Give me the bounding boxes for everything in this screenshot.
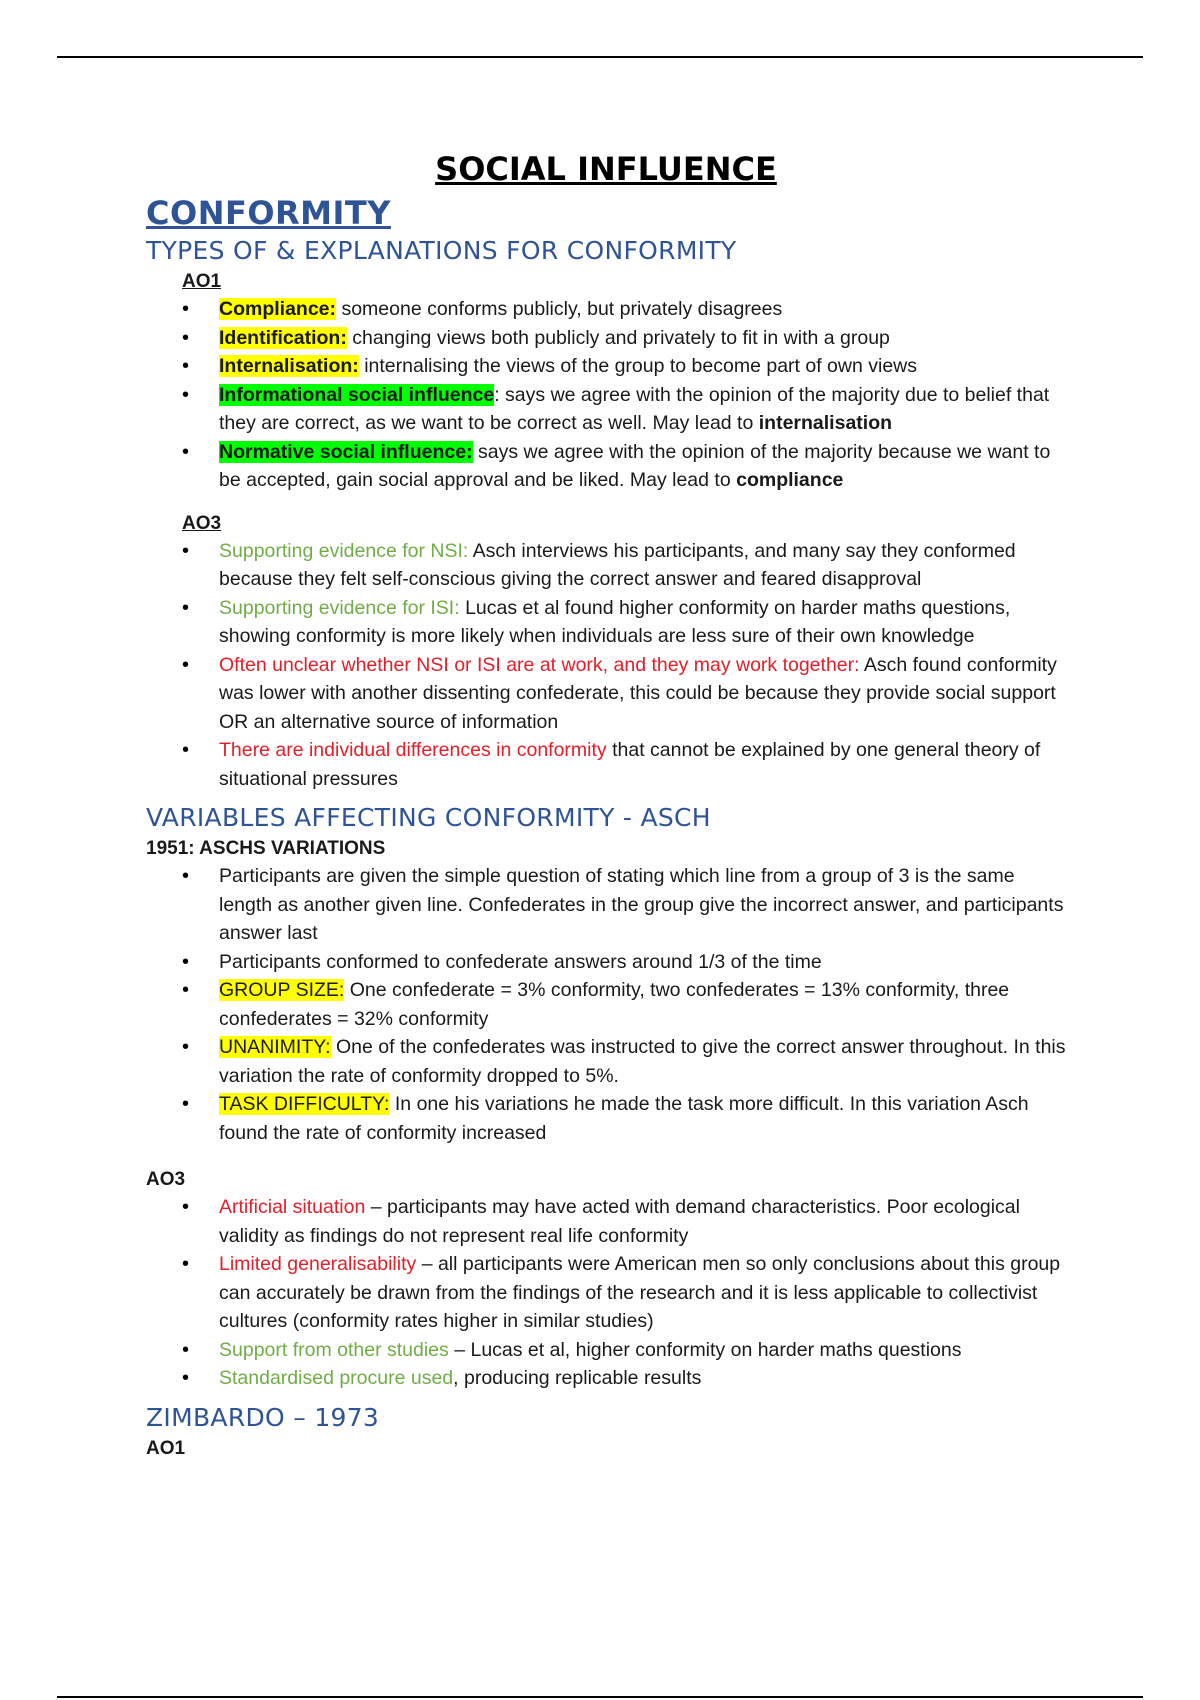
asch-ao3-label: AO3 — [146, 1169, 186, 1190]
asch-list — [182, 862, 1066, 1147]
list-item: • Participants are given the simple question of stating which line from a group of 3 is the same length as another given line. Confederates in the group give the incorrect answer, and participants answer last — [182, 862, 1066, 948]
section-zimbardo: ZIMBARDO – 1973 — [146, 1402, 380, 1432]
list-item: • Artificial situation – participants may have acted with demand characteristics. Poor ecological validity as findings do not represent real life conformity — [182, 1193, 1066, 1250]
ao3-label: AO3 — [182, 512, 222, 534]
ao3-list — [182, 537, 1066, 794]
heading-conformity: CONFORMITY — [146, 194, 391, 232]
list-item: • Participants conformed to confederate answers around 1/3 of the time — [182, 948, 1066, 977]
list-item: • Identification: changing views both publicly and privately to fit in with a group — [182, 324, 1066, 353]
asch-ao3-list — [182, 1193, 1066, 1393]
list-item: • Compliance: someone conforms publicly, but privately disagrees — [182, 295, 1066, 324]
list-item: • Support from other studies – Lucas et al, higher conformity on harder maths questions — [182, 1336, 1066, 1365]
zimbardo-ao1-label: AO1 — [146, 1437, 186, 1459]
document-title: SOCIAL INFLUENCE — [435, 150, 777, 188]
term-identification: Identification: — [219, 326, 347, 349]
term-isi: Informational social influence — [219, 383, 495, 406]
document-page — [146, 150, 1066, 1462]
list-item: • Supporting evidence for NSI: Asch interviews his participants, and many say they conformed because they felt self-conscious giving the correct answer and feared disapproval — [182, 537, 1066, 594]
list-item: • Internalisation: internalising the views of the group to become part of own views — [182, 352, 1066, 381]
list-item: • GROUP SIZE: One confederate = 3% conformity, two confederates = 13% conformity, three confederates = 32% conformity — [182, 976, 1066, 1033]
term-internalisation: Internalisation: — [219, 355, 359, 377]
list-item: • Normative social influence: says we agree with the opinion of the majority because we want to be accepted, gain social approval and be liked. May lead to compliance — [182, 438, 1066, 495]
list-item: • Informational social influence: says we agree with the opinion of the majority due to belief that they are correct, as we want to be correct as well. May lead to internalisation — [182, 381, 1066, 438]
bottom-rule — [57, 1696, 1143, 1698]
term-nsi: Normative social influence: — [219, 440, 473, 463]
term-compliance: Compliance: — [219, 298, 337, 320]
top-rule — [57, 56, 1143, 58]
list-item: • Standardised procure used, producing replicable results — [182, 1364, 1066, 1393]
list-item: • Often unclear whether NSI or ISI are at work, and they may work together: Asch found conformity was lower with another dissenting confederate, this could be because they provide social support OR an alternative source of information — [182, 651, 1066, 737]
list-item: • There are individual differences in conformity that cannot be explained by one general theory of situational pressures — [182, 736, 1066, 793]
asch-subtitle: 1951: ASCHS VARIATIONS — [146, 838, 386, 859]
list-item: • UNANIMITY: One of the confederates was instructed to give the correct answer throughout. In this variation the rate of conformity dropped to 5%. — [182, 1033, 1066, 1090]
list-item: • Limited generalisability – all participants were American men so only conclusions about this group can accurately be drawn from the findings of the research and it is less applicable to collectivist cultures (conformity rates higher in similar studies) — [182, 1250, 1066, 1336]
ao1-list — [182, 295, 1066, 495]
section-types-explanations: TYPES OF & EXPLANATIONS FOR CONFORMITY — [146, 236, 737, 265]
list-item: • Supporting evidence for ISI: Lucas et al found higher conformity on harder maths questions, showing conformity is more likely when individuals are less sure of their own knowledge — [182, 594, 1066, 651]
ao1-label: AO1 — [182, 271, 222, 292]
section-variables-asch: VARIABLES AFFECTING CONFORMITY - ASCH — [146, 803, 711, 832]
list-item: • TASK DIFFICULTY: In one his variations he made the task more difficult. In this variation Asch found the rate of conformity increased — [182, 1090, 1066, 1147]
